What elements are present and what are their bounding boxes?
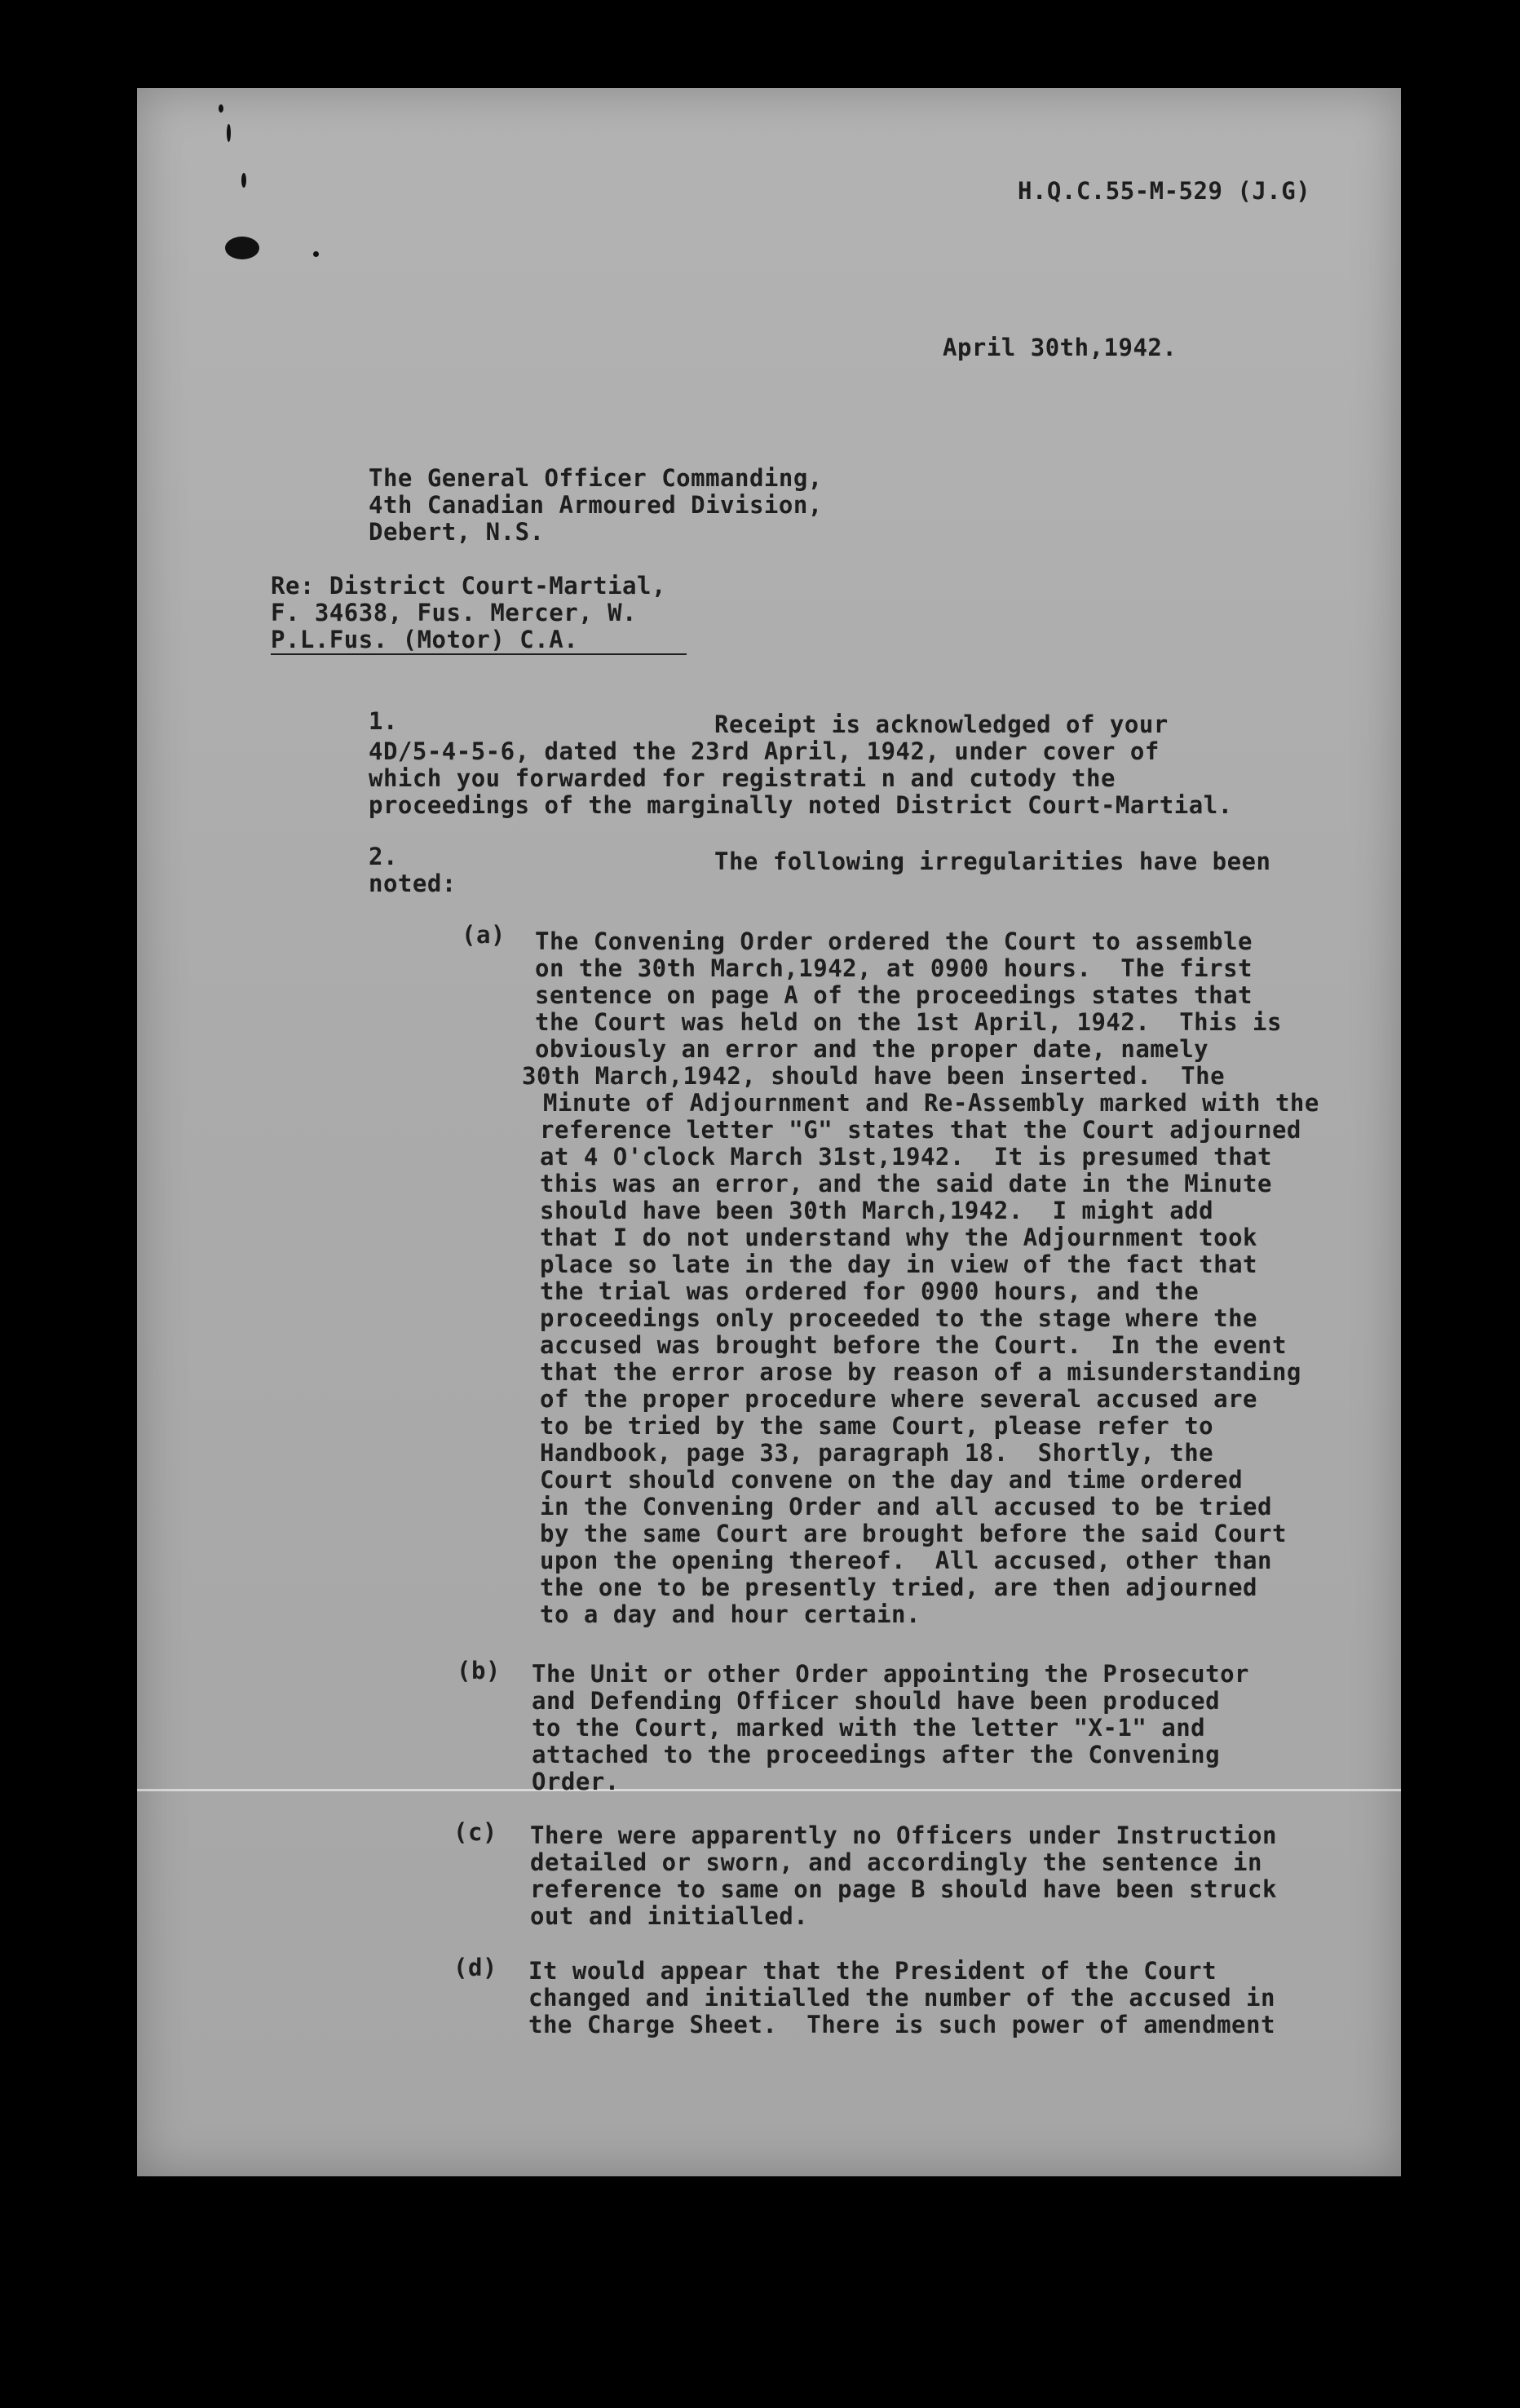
item-line: 30th March,1942, should have been inserted. The: [522, 1062, 1226, 1090]
item-label: (c): [453, 1818, 497, 1846]
item-label: (a): [462, 921, 506, 949]
item-line: that I do not understand why the Adjournment took: [540, 1224, 1258, 1251]
margin-mark: [227, 124, 231, 142]
item-line: place so late in the day in view of the fact that: [540, 1250, 1258, 1278]
item-line: Order.: [532, 1768, 620, 1795]
item-line: reference to same on page B should have been struck: [530, 1875, 1277, 1903]
item-line: the trial was ordered for 0900 hours, and the: [540, 1277, 1200, 1305]
item-line: out and initialled.: [530, 1902, 809, 1930]
item-line: to a day and hour certain.: [540, 1600, 921, 1628]
file-reference: H.Q.C.55-M-529 (J.G): [1018, 177, 1311, 205]
paragraph-line: Receipt is acknowledged of your: [714, 710, 1169, 738]
item-line: The Unit or other Order appointing the Prosecutor: [532, 1660, 1250, 1688]
margin-mark: [219, 104, 223, 113]
item-line: by the same Court are brought before the said Court: [540, 1520, 1287, 1547]
item-line: proceedings only proceeded to the stage where the: [540, 1304, 1258, 1332]
item-line: accused was brought before the Court. In the event: [540, 1331, 1287, 1359]
paragraph-line: 4D/5-4-5-6, dated the 23rd April, 1942, under cover of: [369, 737, 1160, 765]
subject-line: F. 34638, Fus. Mercer, W.: [271, 599, 637, 626]
item-line: to be tried by the same Court, please refer to: [540, 1412, 1214, 1440]
paragraph-number: 1.: [369, 707, 398, 735]
margin-mark: [313, 251, 319, 257]
item-line: There were apparently no Officers under Instruction: [530, 1821, 1277, 1849]
subject-underline: [271, 653, 687, 655]
page-fold-line: [137, 1789, 1401, 1791]
item-line: and Defending Officer should have been produced: [532, 1687, 1221, 1715]
item-line: It would appear that the President of the Court: [528, 1957, 1217, 1985]
item-line: the Court was held on the 1st April, 1942. This is: [535, 1008, 1282, 1036]
item-line: the Charge Sheet. There is such power of amendment: [528, 2011, 1275, 2038]
item-line: the one to be presently tried, are then adjourned: [540, 1574, 1258, 1601]
item-line: that the error arose by reason of a misunderstanding: [540, 1358, 1301, 1386]
item-line: detailed or sworn, and accordingly the sentence in: [530, 1848, 1262, 1876]
paragraph-number: 2.: [369, 843, 398, 870]
item-line: should have been 30th March,1942. I might add: [540, 1197, 1214, 1224]
item-line: reference letter "G" states that the Court adjourned: [540, 1116, 1301, 1144]
item-line: upon the opening thereof. All accused, other than: [540, 1547, 1272, 1574]
paragraph-line: which you forwarded for registrati n and cutody the: [369, 764, 1116, 792]
item-line: in the Convening Order and all accused to be tried: [540, 1493, 1272, 1520]
paragraph-line: noted:: [369, 870, 457, 897]
subject-line: P.L.Fus. (Motor) C.A.: [271, 626, 579, 653]
item-line: at 4 O'clock March 31st,1942. It is presumed that: [540, 1143, 1272, 1171]
item-line: on the 30th March,1942, at 0900 hours. The first: [535, 954, 1253, 982]
item-line: Court should convene on the day and time ordered: [540, 1466, 1244, 1494]
item-line: of the proper procedure where several accused are: [540, 1385, 1258, 1413]
item-line: obviously an error and the proper date, namely: [535, 1035, 1209, 1063]
address-line: The General Officer Commanding,: [369, 464, 823, 492]
ink-blot: [225, 237, 259, 259]
margin-mark: [241, 173, 246, 188]
item-line: Minute of Adjournment and Re-Assembly marked with the: [543, 1089, 1319, 1117]
item-line: to the Court, marked with the letter "X-1" and: [532, 1714, 1206, 1742]
address-line: 4th Canadian Armoured Division,: [369, 491, 823, 519]
item-line: Handbook, page 33, paragraph 18. Shortly, the: [540, 1439, 1214, 1467]
item-line: changed and initialled the number of the accused in: [528, 1984, 1275, 2012]
item-line: this was an error, and the said date in the Minute: [540, 1170, 1272, 1197]
subject-line: Re: District Court-Martial,: [271, 572, 666, 600]
item-line: sentence on page A of the proceedings states that: [535, 981, 1253, 1009]
item-line: The Convening Order ordered the Court to assemble: [535, 927, 1253, 955]
item-label: (b): [457, 1657, 501, 1684]
letter-date: April 30th,1942.: [943, 334, 1178, 361]
address-line: Debert, N.S.: [369, 518, 545, 546]
item-label: (d): [453, 1954, 497, 1981]
item-line: attached to the proceedings after the Convening: [532, 1741, 1221, 1768]
paragraph-line: proceedings of the marginally noted District Court-Martial.: [369, 791, 1233, 819]
paragraph-line: The following irregularities have been: [714, 848, 1271, 875]
